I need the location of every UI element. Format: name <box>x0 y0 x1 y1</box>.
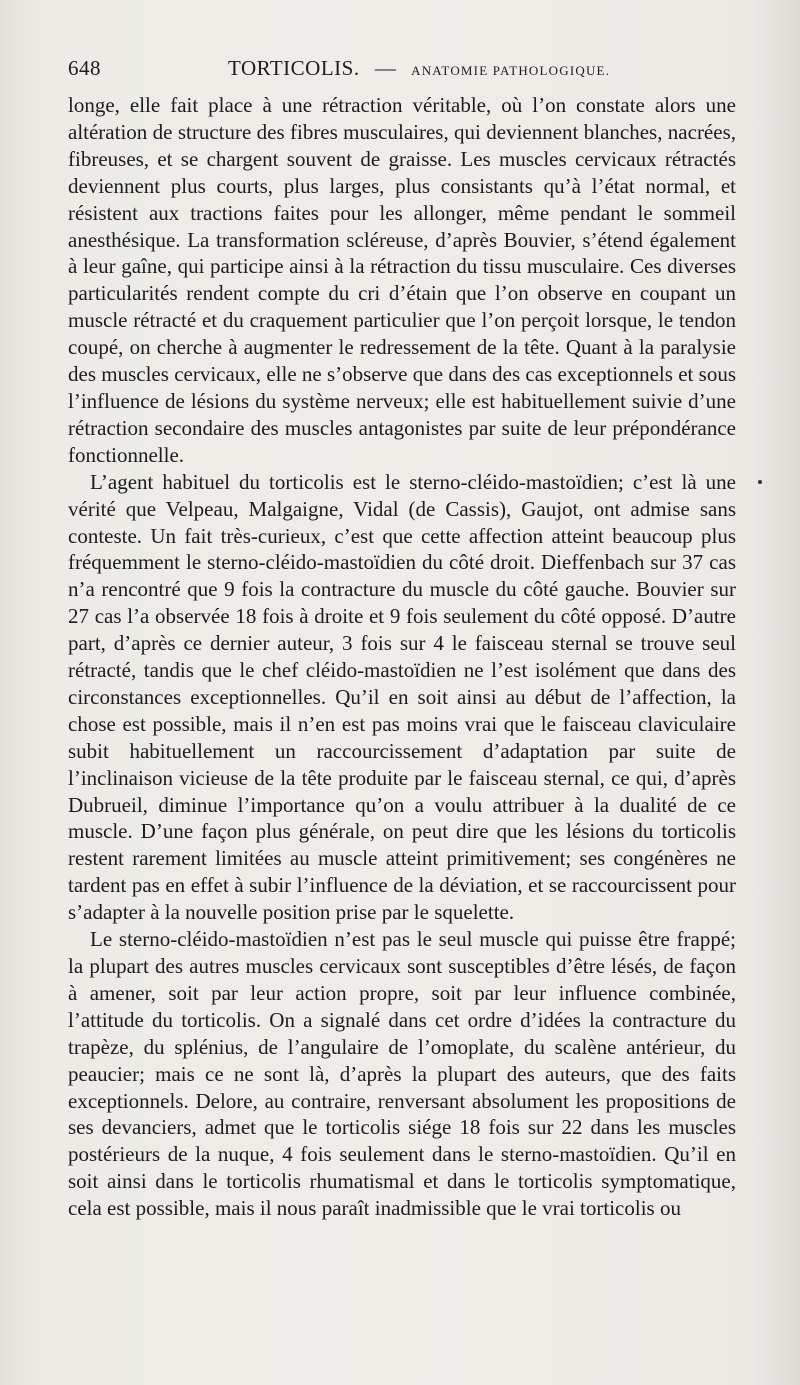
body-text <box>68 92 736 1222</box>
print-speck <box>758 480 762 484</box>
page-header <box>68 56 736 86</box>
running-head-dash: — <box>374 56 396 80</box>
paragraph-other-muscles: Le sterno-cléido-mastoïdien n’est pas le seul muscle qui puisse être frappé; la plupart des autres muscles cervicaux sont susceptibles d’être lésés, de façon à amener, soit par leur action propre, soit par leur influence combinée, l’attitude du torticolis. On a signalé dans cet ordre d’idées la contracture du trapèze, du splénius, de l’angulaire de l’omoplate, du scalène antérieur, du peaucier; mais ce ne sont là, d’après la plupart des auteurs, que des faits exceptionnels. Delore, au contraire, renversant absolument les propositions de ses devanciers, admet que le torticolis siége 18 fois sur 22 dans les muscles postérieurs de la nuque, 4 fois seulement dans le sterno-mastoïdien. Qu’il en soit ainsi dans le torticolis rhumatismal et dans le torticolis symptomatique, cela est possible, mais il nous paraît inadmissible que le vrai torticolis ou <box>68 927 736 1221</box>
paragraph-sterno-cleido: L’agent habituel du torticolis est le sterno-cléido-mastoïdien; c’est là une vérité que Velpeau, Malgaigne, Vidal (de Cassis), Gaujot, ont admise sans conteste. Un fait très-curieux, c’est que cette affection atteint beaucoup plus fréquemment le sterno-cléido-mastoïdien du côté droit. Dieffenbach sur 37 cas n’a rencontré que 9 fois la contracture du muscle du côté gauche. Bouvier sur 27 cas l’a observée 18 fois à droite et 9 fois seulement du côté opposé. D’autre part, d’après ce dernier auteur, 3 fois sur 4 le faisceau sternal se trouve seul rétracté, tandis que le chef cléido-mastoïdien ne l’est isolément que dans des circonstances exceptionnelles. Qu’il en soit ainsi au début de l’affection, la chose est possible, mais il n’en est pas moins vrai que le faisceau claviculaire subit habituellement un raccourcissement d’adaptation par suite de l’inclinaison vicieuse de la tête produite par le faisceau sternal, ce qui, d’après Dubrueil, diminue l’importance qu’on a voulu attribuer à la dualité de ce muscle. D’une façon plus générale, on peut dire que les lésions du torticolis restent rarement limitées au muscle atteint primitivement; ses congénères ne tardent pas en effet à subir l’influence de la déviation, et se raccourcissent pour s’adapter à la nouvelle position prise par le squelette. <box>68 469 736 925</box>
running-head-title: TORTICOLIS. <box>228 56 360 80</box>
running-head <box>228 56 610 81</box>
page-number: 648 <box>68 56 101 80</box>
paragraph-continuation: longe, elle fait place à une rétraction véritable, où l’on constate alors une altération de structure des fibres musculaires, qui deviennent blanches, nacrées, fibreuses, et se chargent souvent de graisse. Les muscles cervicaux rétractés deviennent plus courts, plus larges, plus consistants qu’à l’état normal, et résistent aux tractions faites pour les allonger, même pendant le sommeil anesthésique. La transformation scléreuse, d’après Bouvier, s’étend également à leur gaîne, qui participe ainsi à la rétraction du tissu musculaire. Ces diverses particularités rendent compte du cri d’étain que l’on observe en coupant un muscle rétracté et du craquement particulier que l’on perçoit lorsque, le tendon coupé, on cherche à augmenter le redressement de la tête. Quant à la paralysie des muscles cervicaux, elle ne s’observe que dans des cas exceptionnels et sous l’influence de lésions du système nerveux; elle est habituellement suivie d’une rétraction secondaire des muscles antagonistes par suite de leur prépondérance fonctionnelle. <box>68 93 736 467</box>
running-head-section: ANATOMIE PATHOLOGIQUE. <box>411 63 611 78</box>
